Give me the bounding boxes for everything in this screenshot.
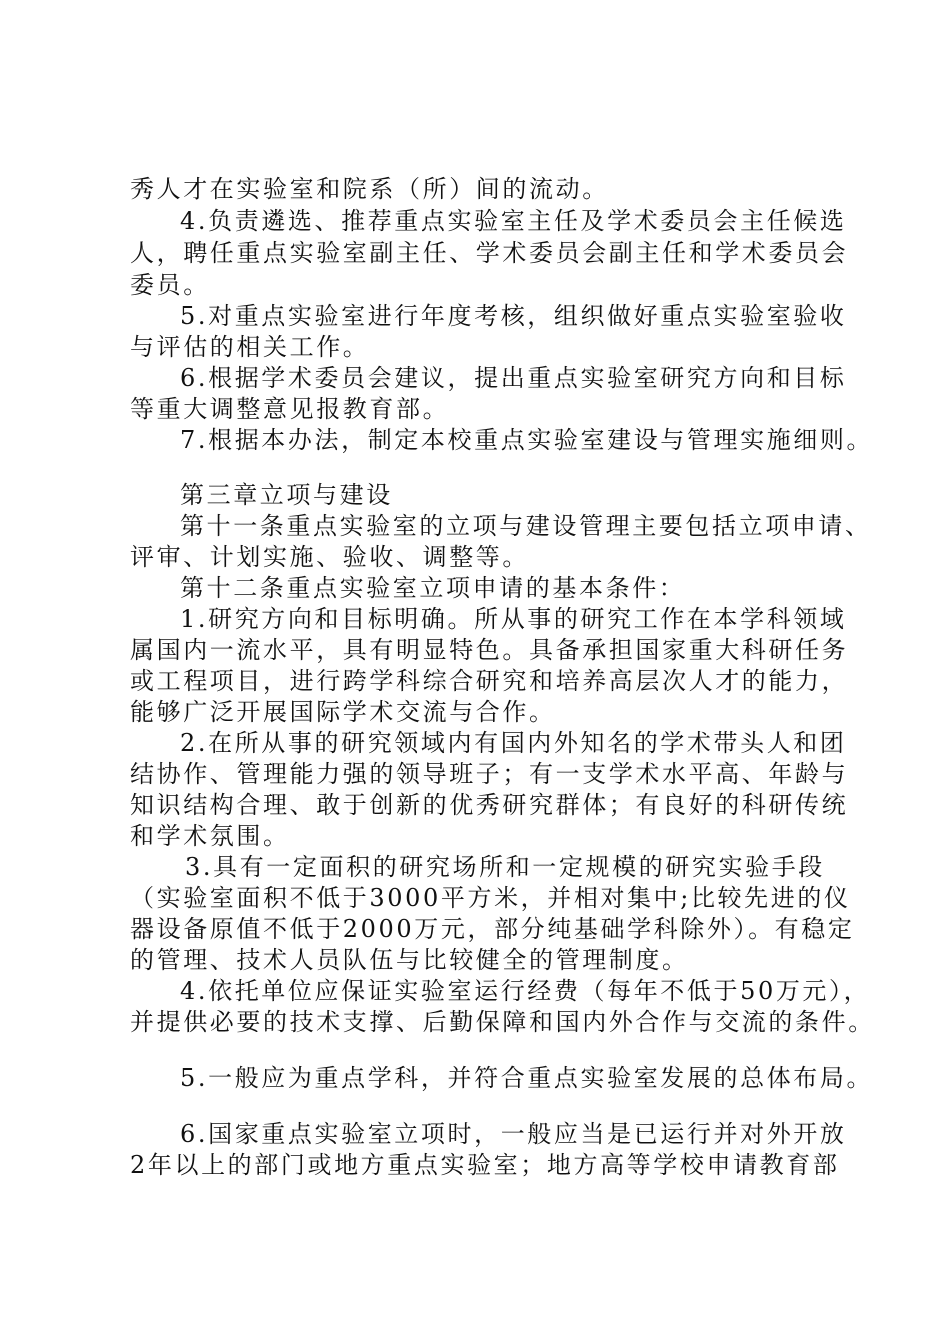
paragraph-line: 结协作、管理能力强的领导班子；有一支学术水平高、年龄与 [130, 760, 849, 788]
paragraph-line: 5.一般应为重点学科，并符合重点实验室发展的总体布局。 [180, 1064, 874, 1092]
paragraph-line: 能够广泛开展国际学术交流与合作。 [130, 698, 556, 726]
paragraph-line: 第十二条重点实验室立项申请的基本条件： [180, 574, 686, 602]
paragraph-line: 器设备原值不低于2000万元，部分纯基础学科除外）。有稳定 [130, 915, 855, 943]
paragraph-line: 秀人才在实验室和院系（所）间的流动。 [130, 175, 609, 203]
paragraph-line: 4.负责遴选、推荐重点实验室主任及学术委员会主任候选 [180, 207, 847, 235]
paragraph-line: 5.对重点实验室进行年度考核，组织做好重点实验室验收 [180, 302, 847, 330]
paragraph-line: 属国内一流水平，具有明显特色。具备承担国家重大科研任务 [130, 636, 849, 664]
paragraph-line: 1.研究方向和目标明确。所从事的研究工作在本学科领域 [180, 605, 847, 633]
paragraph-line: 并提供必要的技术支撑、后勤保障和国内外合作与交流的条件。 [130, 1008, 875, 1036]
paragraph-line: 6.根据学术委员会建议，提出重点实验室研究方向和目标 [180, 364, 847, 392]
paragraph-line: 等重大调整意见报教育部。 [130, 395, 450, 423]
paragraph-line: 7.根据本办法，制定本校重点实验室建设与管理实施细则。 [180, 426, 874, 454]
paragraph-line: 和学术氛围。 [130, 822, 290, 850]
paragraph-line: 委员。 [130, 271, 210, 299]
paragraph-line: 知识结构合理、敢于创新的优秀研究群体；有良好的科研传统 [130, 791, 849, 819]
paragraph-line: 3.具有一定面积的研究场所和一定规模的研究实验手段 [185, 853, 825, 881]
paragraph-line: 6.国家重点实验室立项时，一般应当是已运行并对外开放 [180, 1120, 847, 1148]
paragraph-line: （实验室面积不低于3000平方米，并相对集中;比较先进的仪 [130, 884, 851, 912]
paragraph-line: 与评估的相关工作。 [130, 333, 370, 361]
paragraph-line: 2.在所从事的研究领域内有国内外知名的学术带头人和团 [180, 729, 847, 757]
paragraph-line: 4.依托单位应保证实验室运行经费（每年不低于50万元）， [180, 977, 871, 1005]
paragraph-line: 评审、计划实施、验收、调整等。 [130, 543, 529, 571]
paragraph-line: 第十一条重点实验室的立项与建设管理主要包括立项申请、 [180, 512, 872, 540]
paragraph-line: 人，聘任重点实验室副主任、学术委员会副主任和学术委员会 [130, 239, 849, 267]
paragraph-line: 的管理、技术人员队伍与比较健全的管理制度。 [130, 946, 689, 974]
chapter-heading: 第三章立项与建设 [180, 481, 393, 509]
paragraph-line: 2年以上的部门或地方重点实验室；地方高等学校申请教育部 [130, 1151, 840, 1179]
paragraph-line: 或工程项目，进行跨学科综合研究和培养高层次人才的能力， [130, 667, 849, 695]
